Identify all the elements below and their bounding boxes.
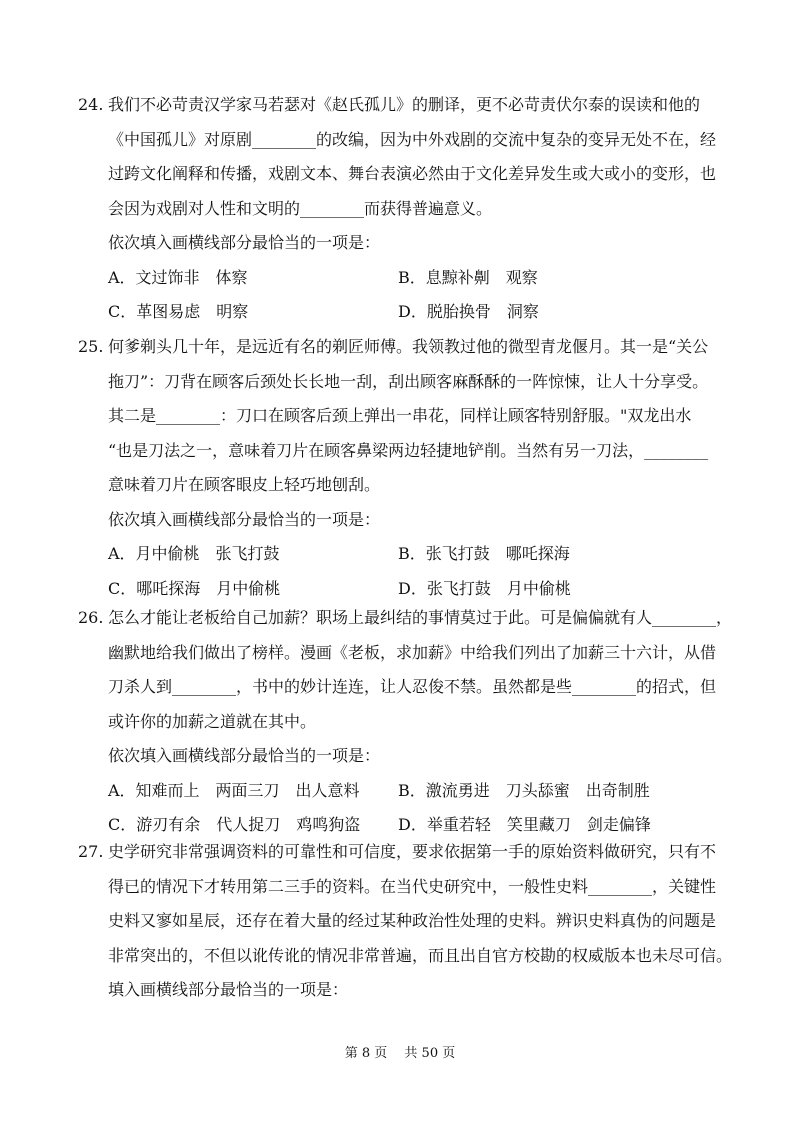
option-c: C．哪吒探海 月中偷桃 bbox=[108, 578, 281, 598]
option-b: B．激流勇进 刀头舔蜜 出奇制胜 bbox=[398, 780, 650, 800]
question-text-line: 过跨文化阐释和传播，戏剧文本、舞台表演必然由于文化差异发生或大或小的变形，也 bbox=[108, 164, 717, 183]
option-c: C．革图易虑 明察 bbox=[108, 302, 249, 321]
option-a: A．文过饰非 体察 bbox=[108, 267, 248, 287]
question-text-line: 何爹剃头几十年，是远近有名的剃匠师傅。我领教过他的微型青龙偃月。其一是“关公 bbox=[108, 337, 709, 356]
options-row bbox=[78, 261, 726, 296]
question-text-line: “也是刀法之一，意味着刀片在顾客鼻梁两边轻捷地铲削。当然有另一刀法，________ bbox=[108, 440, 709, 460]
question-text-line: 拖刀”：刀背在顾客后颈处长长地一刮，刮出顾客麻酥酥的一阵惊悚，让人十分享受。 bbox=[108, 371, 709, 391]
question-text-line: 史料又寥如星辰，还存在着大量的经过某种政治性处理的史料。辨识史料真伪的问题是 bbox=[108, 911, 717, 930]
question-27 bbox=[78, 835, 733, 1008]
option-a: A．月中偷桃 张飞打鼓 bbox=[108, 544, 280, 563]
option-d: D．张飞打鼓 月中偷桃 bbox=[398, 578, 571, 598]
options-row bbox=[78, 537, 726, 572]
option-b: B．张飞打鼓 哪吒探海 bbox=[398, 544, 570, 563]
option-b: B．息黥补劓 观察 bbox=[398, 267, 538, 287]
options-row bbox=[78, 774, 726, 809]
option-a: A．知难而上 两面三刀 出人意料 bbox=[108, 780, 360, 800]
question-24 bbox=[78, 88, 726, 330]
question-text-line: 会因为戏剧对人性和文明的________而获得普遍意义。 bbox=[108, 198, 493, 218]
question-text-line: 我们不必苛责汉学家马若瑟对《赵氏孤儿》的删译，更不必苛责伏尔泰的误读和他的 bbox=[108, 95, 701, 114]
option-d: D．脱胎换骨 洞察 bbox=[398, 302, 539, 321]
question-26 bbox=[78, 601, 733, 843]
question-text-line: 《中国孤儿》对原剧________的改编，因为中外戏剧的交流中复杂的变异无处不在，经 bbox=[108, 129, 717, 149]
question-text-line: 得已的情况下才转用第二三手的资料。在当代史研究中，一般性史料________，关键性 bbox=[108, 876, 717, 896]
question-text-line: 非常突出的，不但以讹传讹的情况非常普遍，而且出自官方校勘的权威版本也未尽可信。 bbox=[108, 945, 733, 965]
options-row bbox=[78, 295, 726, 330]
question-text-line: 意味着刀片在顾客眼皮上轻巧地刨刮。 bbox=[108, 475, 381, 494]
question-prompt: 依次填入画横线部分最恰当的一项是： bbox=[108, 746, 381, 765]
question-25 bbox=[78, 330, 726, 606]
question-number: 27. bbox=[78, 842, 104, 861]
option-c: C．游刃有余 代人捉刀 鸡鸣狗盗 bbox=[108, 815, 361, 834]
question-text-line: 怎么才能让老板给自己加薪？职场上最纠结的事情莫过于此。可是偏偏就有人________， bbox=[108, 608, 733, 627]
question-number: 25. bbox=[78, 337, 104, 356]
option-d: D．举重若轻 笑里藏刀 剑走偏锋 bbox=[398, 815, 651, 834]
question-text-line: 幽默地给我们做出了榜样。漫画《老板，求加薪》中给我们列出了加薪三十六计，从借 bbox=[108, 642, 717, 662]
question-text-line: 其二是________：刀口在顾客后颈上弹出一串花，同样让顾客特别舒服。"双龙出水 bbox=[108, 406, 692, 425]
question-text-line: 刀杀人到________，书中的妙计连连，让人忍俊不禁。虽然都是些________的招式，但 bbox=[108, 677, 717, 696]
question-text-line: 或许你的加薪之道就在其中。 bbox=[108, 711, 317, 731]
question-prompt: 依次填入画横线部分最恰当的一项是： bbox=[108, 509, 381, 529]
question-number: 26. bbox=[78, 608, 104, 627]
page-footer: 第 8 页 共 50 页 bbox=[344, 1046, 456, 1061]
question-text-line: 史学研究非常强调资料的可靠性和可信度，要求依据第一手的原始资料做研究，只有不 bbox=[108, 842, 717, 861]
question-prompt: 依次填入画横线部分最恰当的一项是： bbox=[108, 233, 381, 252]
question-prompt: 填入画横线部分最恰当的一项是： bbox=[108, 980, 349, 999]
question-number: 24. bbox=[78, 95, 104, 114]
